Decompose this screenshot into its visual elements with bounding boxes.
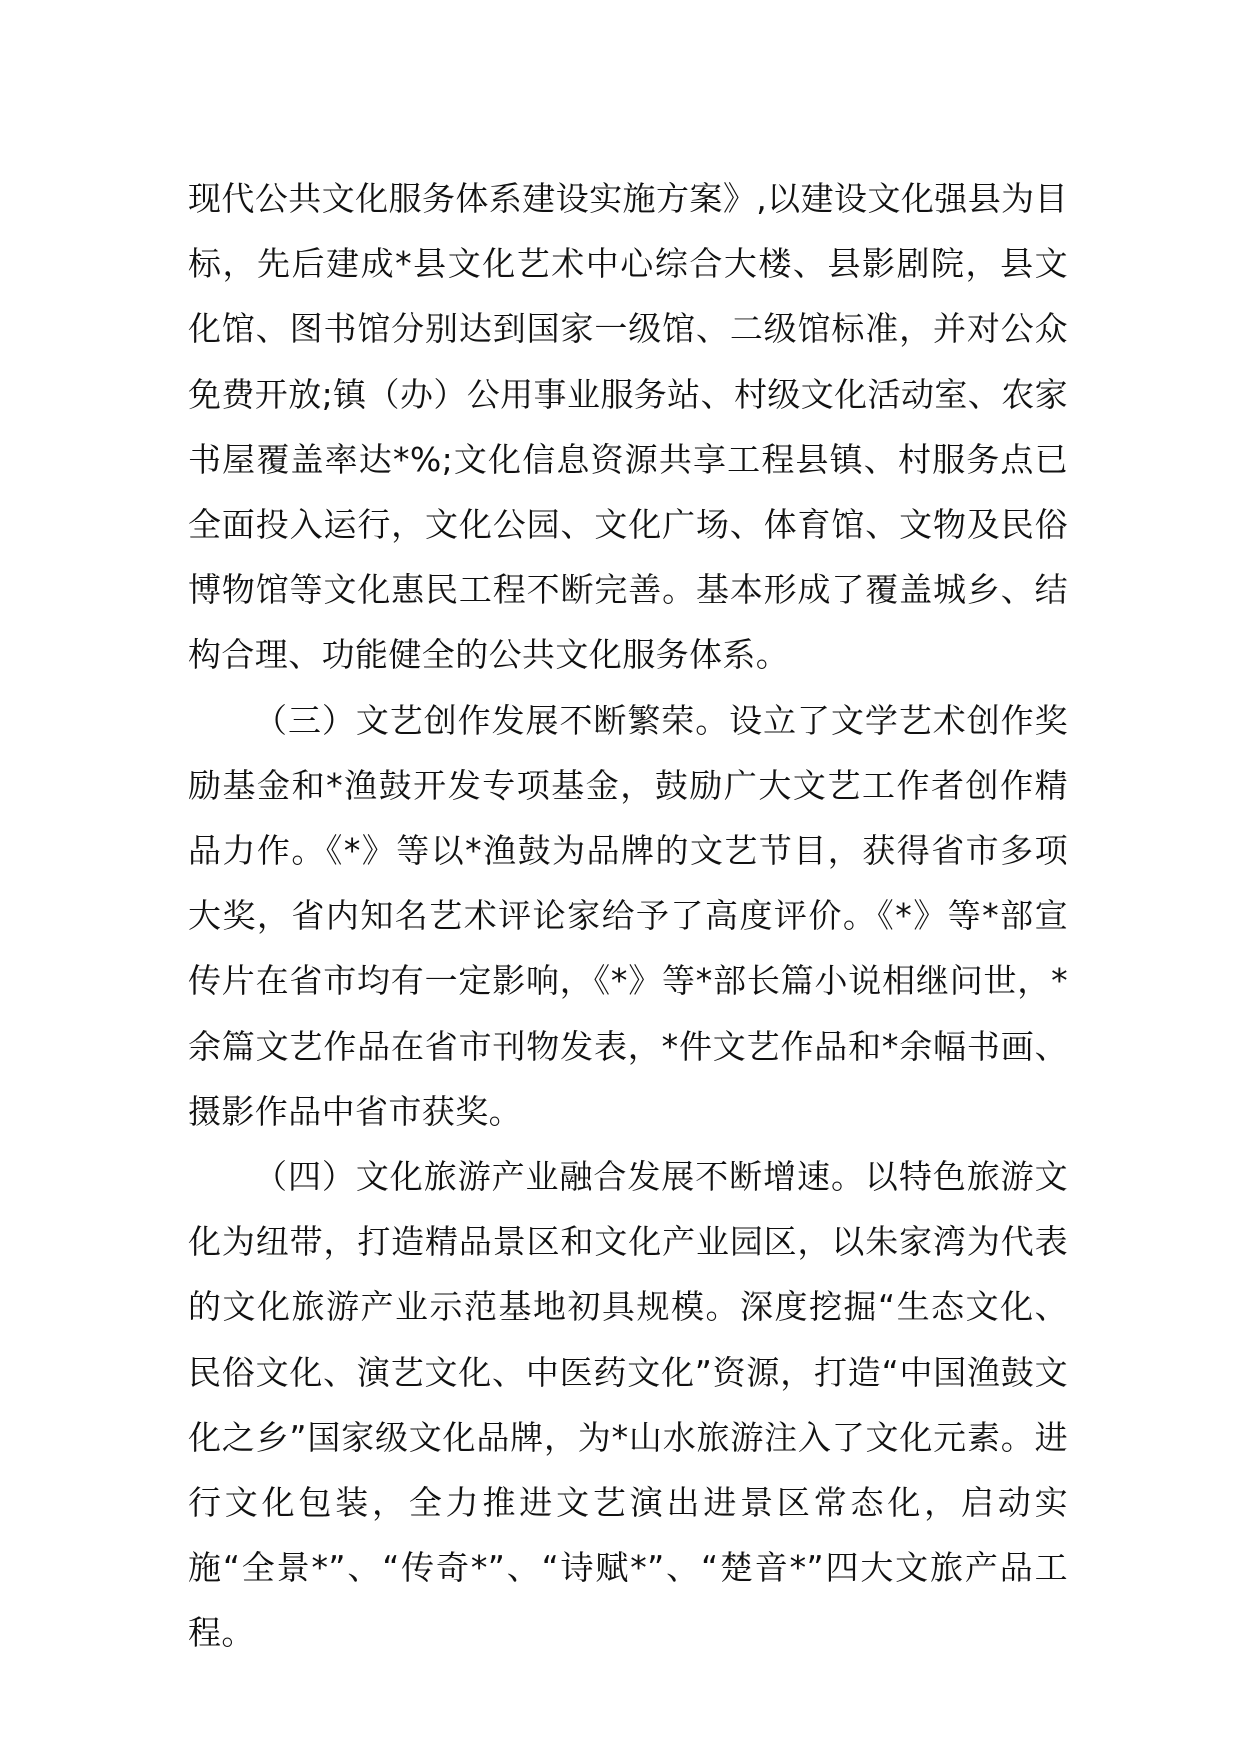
paragraph-continued: 现代公共文化服务体系建设实施方案》,以建设文化强县为目标，先后建成*县文化艺术中心综合大楼、县影剧院，县文化馆、图书馆分别达到国家一级馆、二级馆标准，并对公众免费开放;镇（办）公用事业服务站、村级文化活动室、农家书屋覆盖率达*%;文化信息资源共享工程县镇、村服务点已全面投入运行，文化公园、文化广场、体育馆、文物及民俗博物馆等文化惠民工程不断完善。基本形成了覆盖城乡、结构合理、功能健全的公共文化服务体系。 — [188, 179, 1068, 675]
paragraph-section-3: （三）文艺创作发展不断繁荣。设立了文学艺术创作奖励基金和*渔鼓开发专项基金，鼓励广大文艺工作者创作精品力作。《*》等以*渔鼓为品牌的文艺节目，获得省市多项大奖，省内知名艺术评论家给予了高度评价。《*》等*部宣传片在省市均有一定影响，《*》等*部长篇小说相继问世，*余篇文艺作品在省市刊物发表，*件文艺作品和*余幅书画、摄影作品中省市获奖。 — [188, 700, 1068, 1131]
document-body — [188, 166, 1068, 1666]
paragraph-section-4: （四）文化旅游产业融合发展不断增速。以特色旅游文化为纽带，打造精品景区和文化产业园区，以朱家湾为代表的文化旅游产业示范基地初具规模。深度挖掘“生态文化、民俗文化、演艺文化、中医药文化”资源，打造“中国渔鼓文化之乡”国家级文化品牌，为*山水旅游注入了文化元素。进行文化包装，全力推进文艺演出进景区常态化，启动实施“全景*”、“传奇*”、“诗赋*”、“楚音*”四大文旅产品工程。 — [188, 1157, 1068, 1653]
